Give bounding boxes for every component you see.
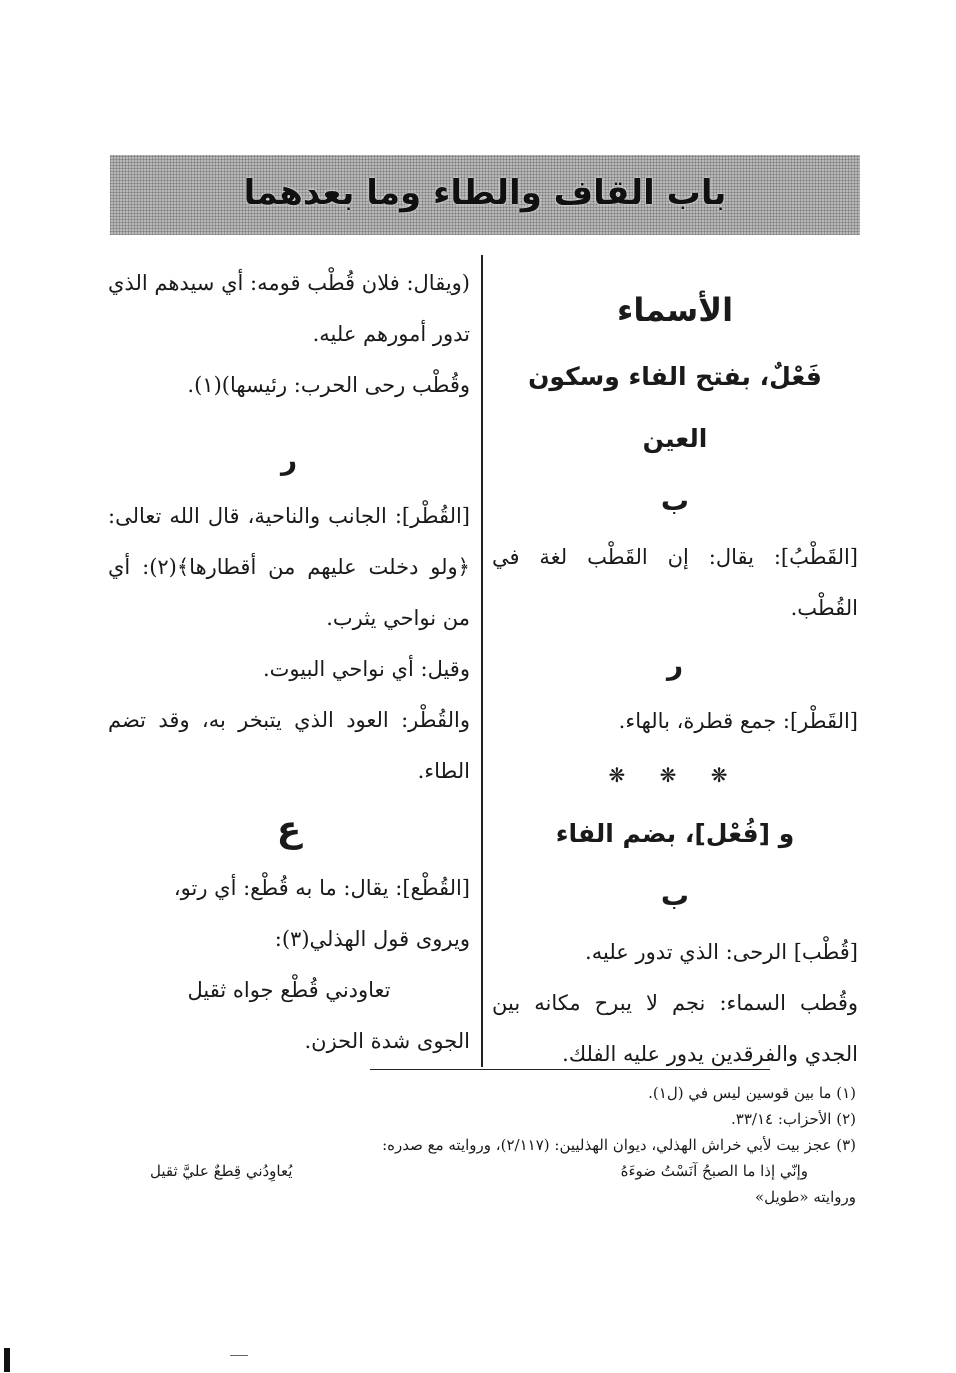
footnote-verse-first: وإنّي إذا ما الصبحُ آنَسْتُ ضوءَهُ bbox=[620, 1162, 808, 1180]
para-qutr-qil: وقيل: أي نواحي البيوت. bbox=[262, 657, 470, 681]
pattern1-heading: فَعْلٌ، بفتح الفاء وسكون العين bbox=[528, 362, 822, 453]
footnotes bbox=[150, 1080, 856, 1210]
letter-heading-b2: ب bbox=[660, 879, 690, 912]
chapter-banner bbox=[110, 155, 860, 235]
scan-dash bbox=[230, 1355, 248, 1356]
para-qutb-harb: وقُطْب رحى الحرب: رئيسها)(١). bbox=[187, 373, 470, 397]
footnote-verse bbox=[150, 1158, 856, 1184]
section-title: الأسماء bbox=[616, 291, 734, 329]
left-column bbox=[108, 258, 470, 1067]
letter-heading-b1: ب bbox=[660, 484, 690, 517]
para-qutr: [القُطْر]: الجانب والناحية، قال الله تعالى: ﴿ولو دخلت عليهم من أقطارها﴾(٢): أي من نواحي يثرب. bbox=[108, 504, 470, 630]
para-qutb-qawm: (ويقال: فلان قُطْب قومه: أي سيدهم الذي تدور أمورهم عليه. bbox=[108, 271, 470, 346]
footnote-verse-second: يُعاوِدُني قِطعٌ عليَّ ثقيل bbox=[150, 1162, 293, 1180]
section-separator: ❋ ❋ ❋ bbox=[608, 763, 742, 787]
entry-qutb-1: [قُطْب] الرحى: الذي تدور عليه. bbox=[585, 940, 858, 964]
para-jawa: الجوى شدة الحزن. bbox=[304, 1029, 470, 1053]
letter-heading-r: ر bbox=[280, 443, 298, 476]
footnote-divider bbox=[370, 1069, 770, 1070]
letter-heading-r1: ر bbox=[666, 648, 684, 681]
entry-qutb-2: وقُطب السماء: نجم لا يبرح مكانه بين الجدي والفرقدين يدور عليه الفلك. bbox=[492, 991, 858, 1066]
column-divider bbox=[481, 255, 483, 1067]
para-qut: [القُطْع]: يقال: ما به قُطْع: أي رتو، bbox=[173, 876, 470, 900]
footnote-meter: وروايته «طويل» bbox=[755, 1188, 856, 1206]
para-hudhali: ويروى قول الهذلي(٣): bbox=[274, 927, 470, 951]
footnote-1: (١) ما بين قوسين ليس في (ل١). bbox=[648, 1084, 856, 1102]
entry-qatb: [القَطْبُ]: يقال: إن القَطْب لغة في القُطْب. bbox=[492, 545, 858, 620]
right-column bbox=[492, 258, 858, 1080]
para-qutr-ud: والقُطْر: العود الذي يتبخر به، وقد تضم الطاء. bbox=[108, 708, 470, 783]
scan-mark bbox=[4, 1348, 10, 1372]
entry-qatr: [القَطْر]: جمع قطرة، بالهاء. bbox=[618, 709, 858, 733]
chapter-title: باب القاف والطاء وما بعدهما bbox=[243, 173, 727, 213]
pattern2-heading: و [فُعْل]، بضم الفاء bbox=[555, 819, 795, 848]
verse-line: تعاودني قُطْع جواه ثقيل bbox=[187, 978, 391, 1002]
footnote-2: (٢) الأحزاب: ٣٣/١٤. bbox=[731, 1110, 856, 1128]
letter-heading-ain: ع bbox=[276, 809, 302, 850]
footnote-3: (٣) عجز بيت لأبي خراش الهذلي، ديوان الهذليين: (٢/١١٧)، وروايته مع صدره: bbox=[382, 1136, 856, 1154]
